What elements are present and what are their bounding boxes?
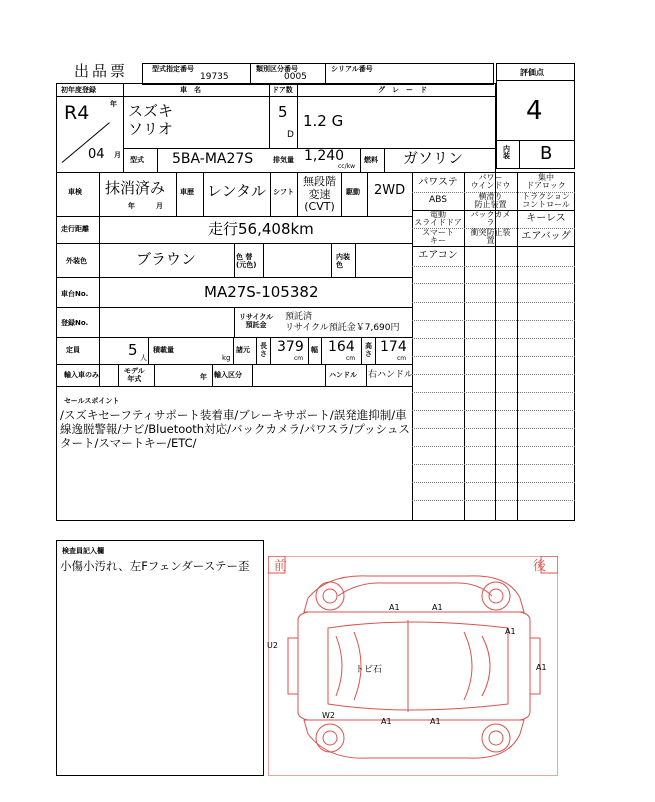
- label-inspector-notes: 検査員記入欄: [62, 547, 104, 555]
- sheet-title: 出品票: [74, 62, 129, 80]
- label-drive: 駆動: [346, 188, 360, 196]
- label-width: 幅: [311, 346, 318, 354]
- damage-mark-1: A1: [389, 603, 400, 612]
- inspector-notes-text: 小傷小汚れ、左Fフェンダーステー歪: [60, 559, 250, 573]
- label-car-name: 車 名: [180, 86, 201, 94]
- label-reg-no: 登録No.: [61, 319, 89, 327]
- label-doors: ドア数: [272, 86, 293, 94]
- option-collision-prevention: 衝突防止装 置: [470, 228, 511, 246]
- damage-mark-u2: U2: [267, 641, 278, 650]
- label-sales-point: セールスポイント: [64, 397, 120, 405]
- capacity-unit: 人: [140, 354, 147, 362]
- option-traction-control: トラクション コントロール: [522, 192, 570, 210]
- option-power-slide-door: 電動 スライドドア: [414, 210, 462, 228]
- car-name-value: ソリオ: [128, 120, 173, 138]
- label-load: 積載量: [153, 346, 174, 354]
- label-category-number: 類別区分番号: [256, 65, 298, 73]
- top-header-frame: [142, 63, 494, 85]
- damage-mark-2: A1: [432, 603, 443, 612]
- damage-mark-w2: W2: [322, 711, 335, 720]
- option-power-window: パワー ウインドウ: [470, 173, 511, 191]
- label-mileage: 走行距離: [61, 225, 89, 233]
- label-shift: シフト: [273, 188, 294, 196]
- label-capacity: 定員: [66, 346, 80, 354]
- damage-mark-4: A1: [536, 663, 547, 672]
- label-interior-color: 内装 色: [336, 253, 350, 270]
- shift-value: 無段階 変速 (CVT): [303, 175, 336, 214]
- label-model-designation: 型式指定番号: [152, 65, 194, 73]
- capacity-value: 5: [128, 341, 138, 359]
- car-outline-svg: [268, 556, 558, 776]
- damage-mark-3: A1: [505, 627, 516, 636]
- inspector-notes-box: [56, 540, 264, 776]
- model-designation-value: 19735: [200, 72, 229, 82]
- cc-unit: cc/kw: [338, 163, 356, 170]
- sales-point-text: /スズキセーフティサポート装着車/ブレーキサポート/誤発進抑制/車線逸脱警報/ナビ/Bluetooth対応/バックカメラ/パワスラ/プッシュスタート/スマートキー/ETC/: [60, 408, 410, 450]
- category-number-value: 0005: [284, 72, 307, 82]
- option-central-lock: 集中 ドアロック: [526, 173, 566, 191]
- handle-value: 右ハンドル: [368, 370, 414, 380]
- usage-value: レンタル: [207, 182, 267, 200]
- option-air-conditioner: エアコン: [418, 250, 458, 261]
- label-import: 輸入車のみ: [64, 371, 99, 379]
- label-import-type: 輸入区分: [214, 371, 242, 379]
- label-serial-number: シリアル番号: [331, 65, 373, 73]
- label-color-change: 色 替 (元色): [236, 253, 257, 270]
- chassis-no-value: MA27S-105382: [204, 283, 319, 301]
- label-model: 型式: [130, 156, 144, 164]
- height-value: 174: [380, 339, 407, 355]
- month-value: 04: [88, 147, 105, 162]
- month-unit: 月: [114, 151, 121, 159]
- option-airbag: エアバッグ: [521, 231, 571, 242]
- option-abs: ABS: [429, 195, 447, 205]
- label-interior: 内 装: [503, 145, 510, 160]
- displacement-value: 1,240: [304, 148, 345, 164]
- label-model-year: モデル 年式: [124, 367, 145, 384]
- label-usage: 車歴: [180, 188, 194, 196]
- label-exterior-color: 外装色: [66, 257, 87, 265]
- grade-value: 1.2 G: [303, 112, 344, 130]
- width-value: 164: [328, 339, 355, 355]
- doors-value: 5: [278, 103, 288, 121]
- model-year-unit: 年: [200, 373, 207, 381]
- label-recycle: リサイクル 預託金: [239, 313, 274, 330]
- option-keyless: キーレス: [526, 213, 566, 224]
- option-smart-key: スマート キー: [422, 228, 454, 246]
- label-handle: ハンドル: [329, 371, 357, 379]
- rear-label: 後: [533, 559, 547, 574]
- front-label: 前: [274, 559, 288, 574]
- label-grade: グ レ ー ド: [378, 86, 427, 94]
- damage-mark-chip: トビ石: [355, 665, 383, 675]
- label-first-registration: 初年度登録: [61, 86, 96, 94]
- car-damage-diagram: [268, 556, 558, 776]
- label-rating: 評価点: [520, 68, 544, 77]
- maker-value: スズキ: [128, 102, 174, 120]
- damage-mark-6: A1: [430, 717, 441, 726]
- label-displacement: 排気量: [273, 156, 294, 164]
- label-length: 長 さ: [260, 342, 267, 359]
- interior-grade-value: B: [540, 143, 553, 164]
- label-inspection: 車検: [68, 188, 82, 196]
- drive-value: 2WD: [374, 183, 406, 198]
- rating-value: 4: [526, 96, 543, 126]
- fuel-value: ガソリン: [403, 149, 464, 167]
- length-cm-unit: cm: [294, 355, 304, 362]
- inspection-ym-unit: 年 月: [128, 202, 163, 210]
- door-type-value: D: [287, 130, 294, 140]
- width-cm-unit: cm: [346, 355, 356, 362]
- length-value: 379: [277, 339, 304, 355]
- option-back-camera: バックカメ ラ: [470, 210, 511, 228]
- exterior-color-value: ブラウン: [136, 250, 197, 268]
- label-chassis-no: 車台No.: [61, 290, 89, 298]
- inspection-value: 抹消済み: [105, 179, 166, 197]
- option-stability-control: 横滑り 防止装置: [474, 192, 507, 210]
- mileage-value: 走行56,408km: [208, 220, 314, 238]
- height-cm-unit: cm: [397, 355, 407, 362]
- year-unit: 年: [110, 100, 117, 108]
- kg-unit: kg: [222, 354, 231, 362]
- label-fuel: 燃料: [364, 156, 378, 164]
- year-value: R4: [64, 102, 90, 124]
- option-power-steering: パワステ: [418, 177, 458, 188]
- label-height: 高 さ: [365, 342, 372, 359]
- damage-mark-5: A1: [381, 717, 392, 726]
- recycle-value: 預託済 リサイクル預託金￥7,690円: [285, 312, 400, 333]
- label-dims: 諸元: [236, 346, 250, 354]
- model-value: 5BA-MA27S: [172, 151, 254, 167]
